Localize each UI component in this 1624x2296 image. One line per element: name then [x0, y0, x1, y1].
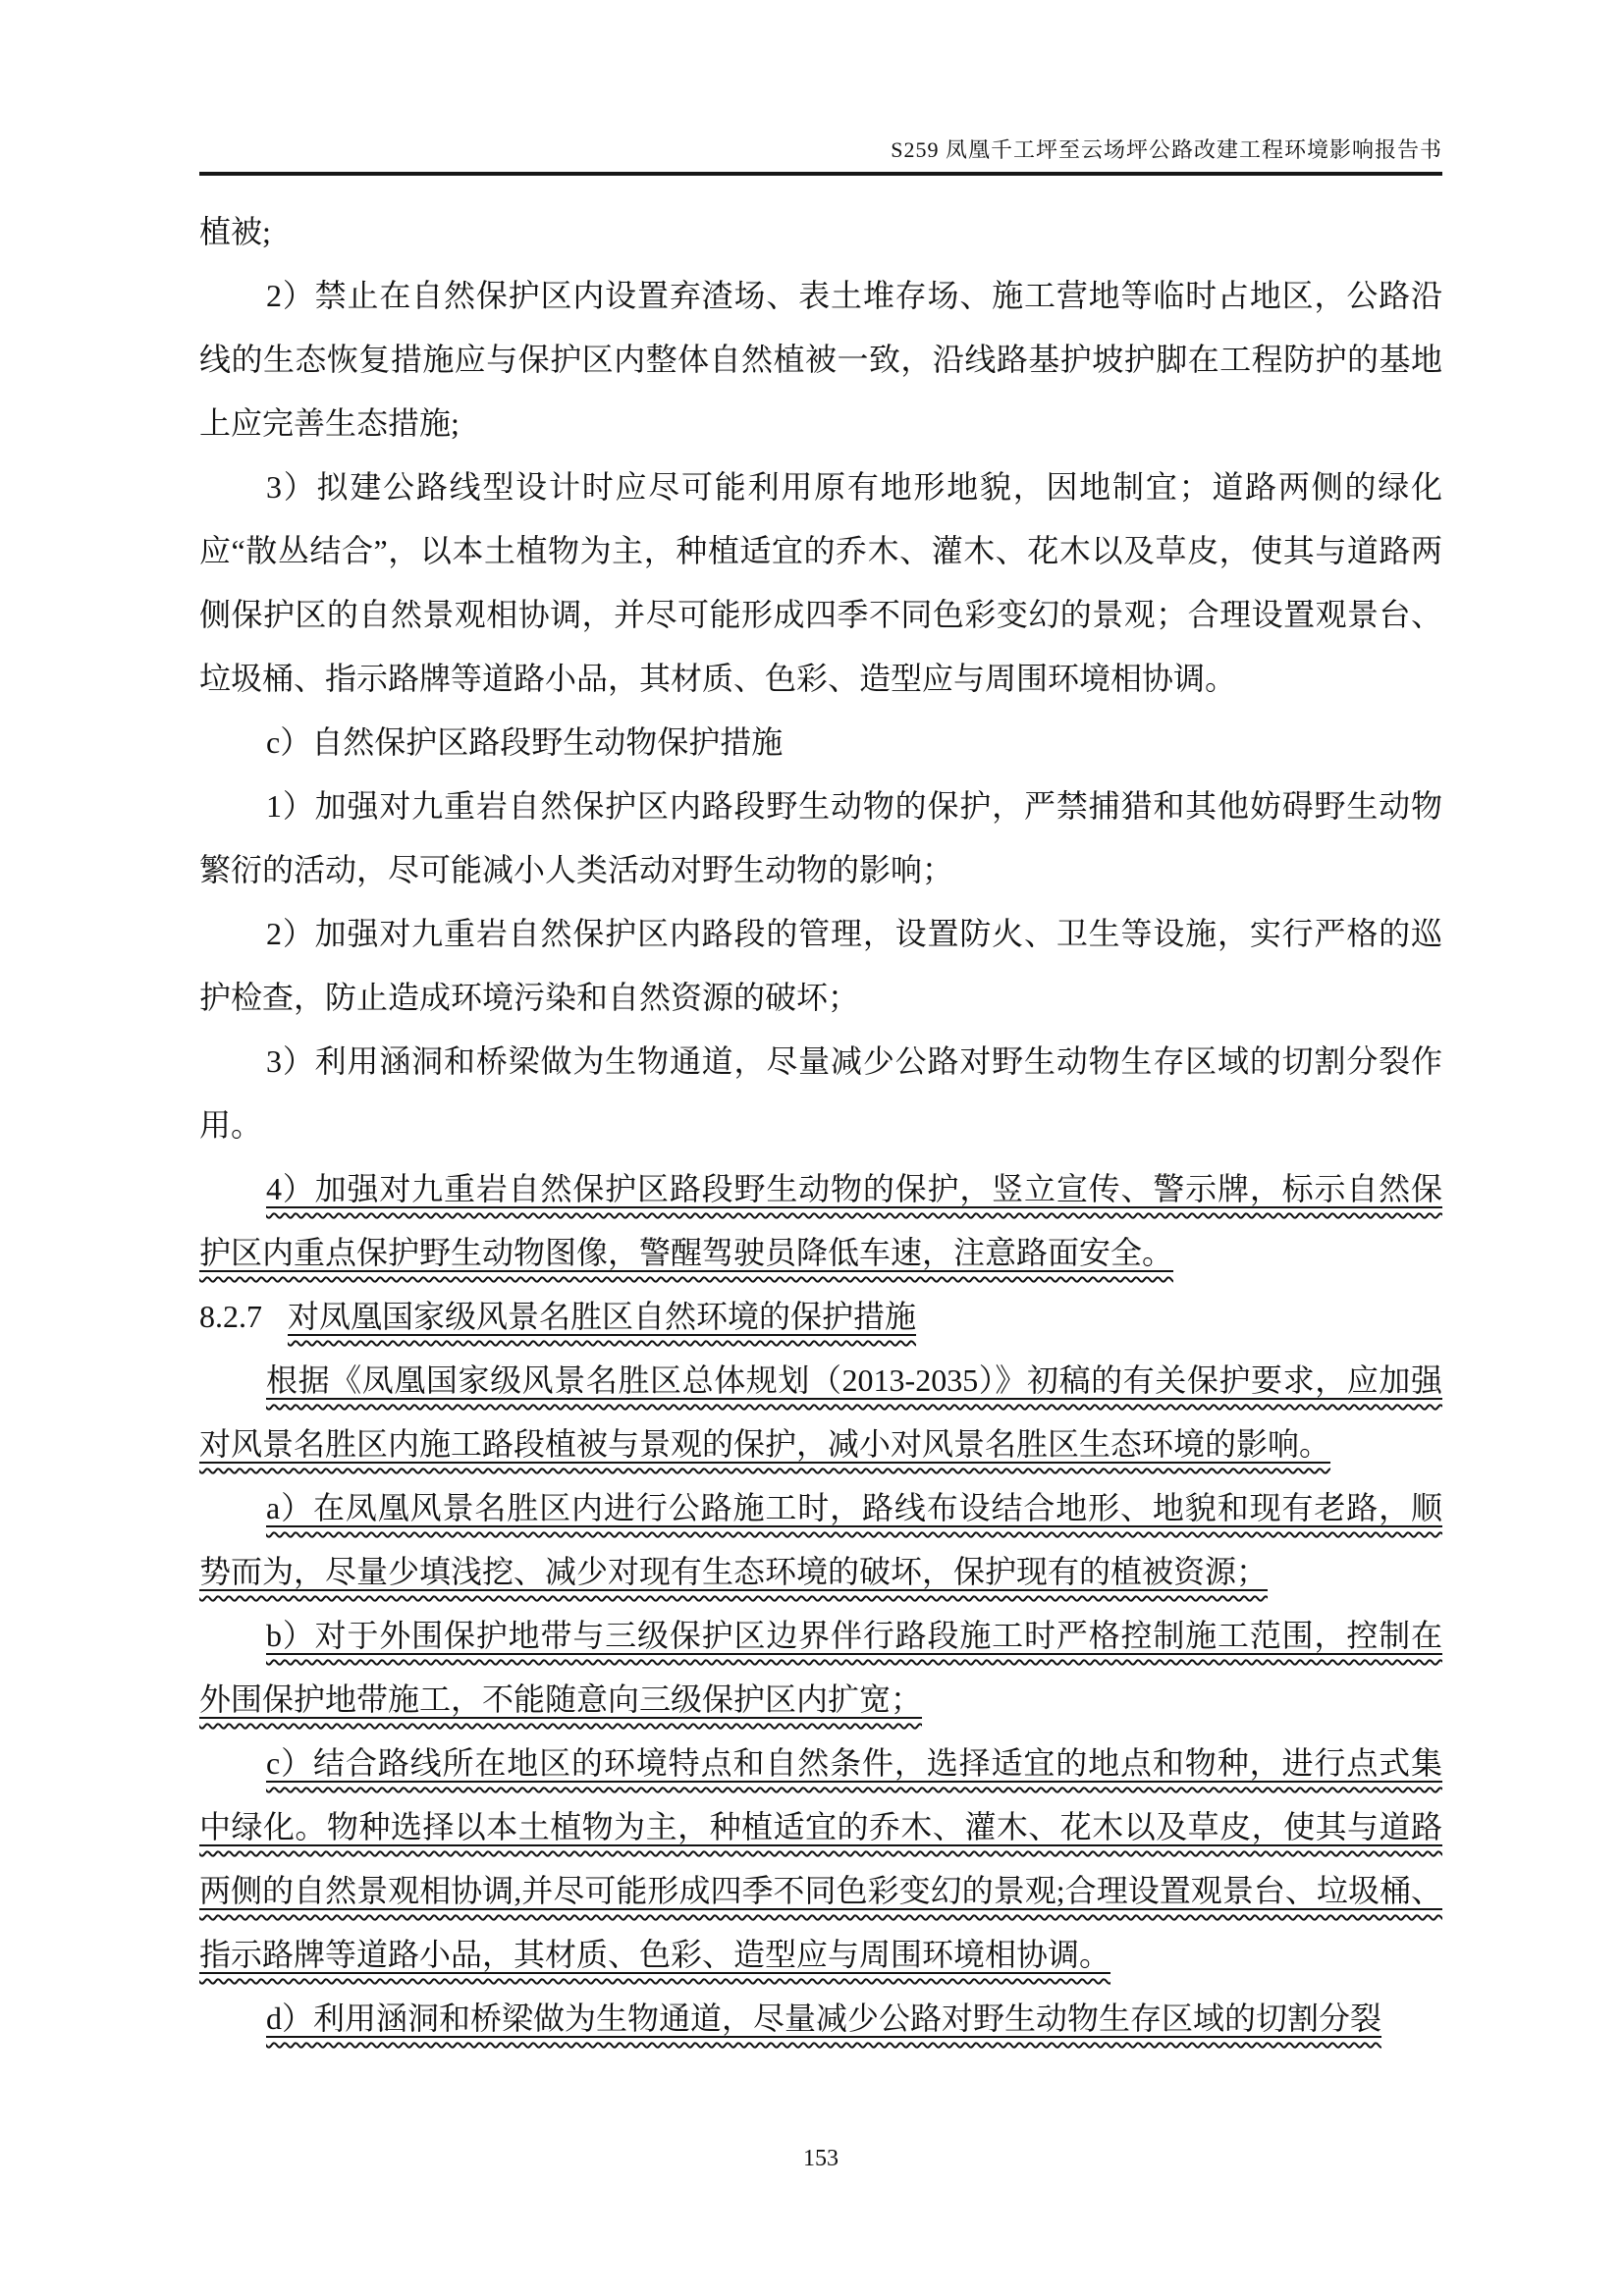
page-number: 153 [803, 2146, 839, 2171]
paragraph: 3）拟建公路线型设计时应尽可能利用原有地形地貌，因地制宜；道路两侧的绿化应“散丛结合”，以本土植物为主，种植适宜的乔木、灌木、花木以及草皮，使其与道路两侧保护区的自然景观相协调，并尽可能形成四季不同色彩变幻的景观；合理设置观景台、垃圾桶、指示路牌等道路小品，其材质、色彩、造型应与周围环境相协调。 [199, 469, 1442, 696]
paragraph: 植被; [199, 214, 271, 249]
paragraph-underlined [199, 1349, 1442, 1476]
paragraph-underlined [199, 1732, 1442, 1987]
underlined-text: b）对于外围保护地带与三级保护区边界伴行路段施工时严格控制施工范围，控制在外围保护地带施工，不能随意向三级保护区内扩宽； [199, 1618, 1442, 1717]
paragraph-underlined [199, 1476, 1442, 1604]
document-body [199, 200, 1442, 2051]
paragraph: 3）利用涵洞和桥梁做为生物通道，尽量减少公路对野生动物生存区域的切割分裂作用。 [199, 1043, 1442, 1143]
page-header [199, 135, 1442, 176]
section-heading [199, 1285, 1442, 1349]
paragraph-underlined [199, 1987, 1442, 2051]
underlined-text: c）结合路线所在地区的环境特点和自然条件，选择适宜的地点和物种，进行点式集中绿化。物种选择以本土植物为主，种植适宜的乔木、灌木、花木以及草皮，使其与道路两侧的自然景观相协调,并尽可能形成四季不同色彩变幻的景观;合理设置观景台、垃圾桶、指示路牌等道路小品，其材质、色彩、造型应与周围环境相协调。 [199, 1745, 1442, 1972]
paragraph-underlined [199, 1604, 1442, 1732]
paragraph: 1）加强对九重岩自然保护区内路段野生动物的保护，严禁捕猎和其他妨碍野生动物繁衍的活动，尽可能减小人类活动对野生动物的影响； [199, 788, 1442, 887]
underlined-text: d）利用涵洞和桥梁做为生物通道，尽量减少公路对野生动物生存区域的切割分裂 [266, 2001, 1382, 2036]
underlined-text: 根据《凤凰国家级风景名胜区总体规划（2013-2035）》初稿的有关保护要求，应加强对风景名胜区内施工路段植被与景观的保护，减小对风景名胜区生态环境的影响。 [199, 1362, 1442, 1462]
underlined-text: a）在凤凰风景名胜区内进行公路施工时，路线布设结合地形、地貌和现有老路，顺势而为，尽量少填浅挖、减少对现有生态环境的破坏，保护现有的植被资源； [199, 1490, 1442, 1589]
paragraph: 2）加强对九重岩自然保护区内路段的管理，设置防火、卫生等设施，实行严格的巡护检查，防止造成环境污染和自然资源的破坏； [199, 916, 1442, 1015]
paragraph-underlined [199, 1157, 1442, 1285]
paragraph: c）自然保护区路段野生动物保护措施 [266, 724, 784, 760]
paragraph: 2）禁止在自然保护区内设置弃渣场、表土堆存场、施工营地等临时占地区，公路沿线的生态恢复措施应与保护区内整体自然植被一致，沿线路基护坡护脚在工程防护的基地上应完善生态措施; [199, 278, 1442, 441]
header-title: S259 凤凰千工坪至云场坪公路改建工程环境影响报告书 [891, 137, 1442, 162]
section-number: 8.2.7 [199, 1299, 262, 1334]
section-title: 对凤凰国家级风景名胜区自然环境的保护措施 [288, 1299, 917, 1334]
underlined-text: 4）加强对九重岩自然保护区路段野生动物的保护，竖立宣传、警示牌，标示自然保护区内重点保护野生动物图像，警醒驾驶员降低车速，注意路面安全。 [199, 1171, 1442, 1270]
